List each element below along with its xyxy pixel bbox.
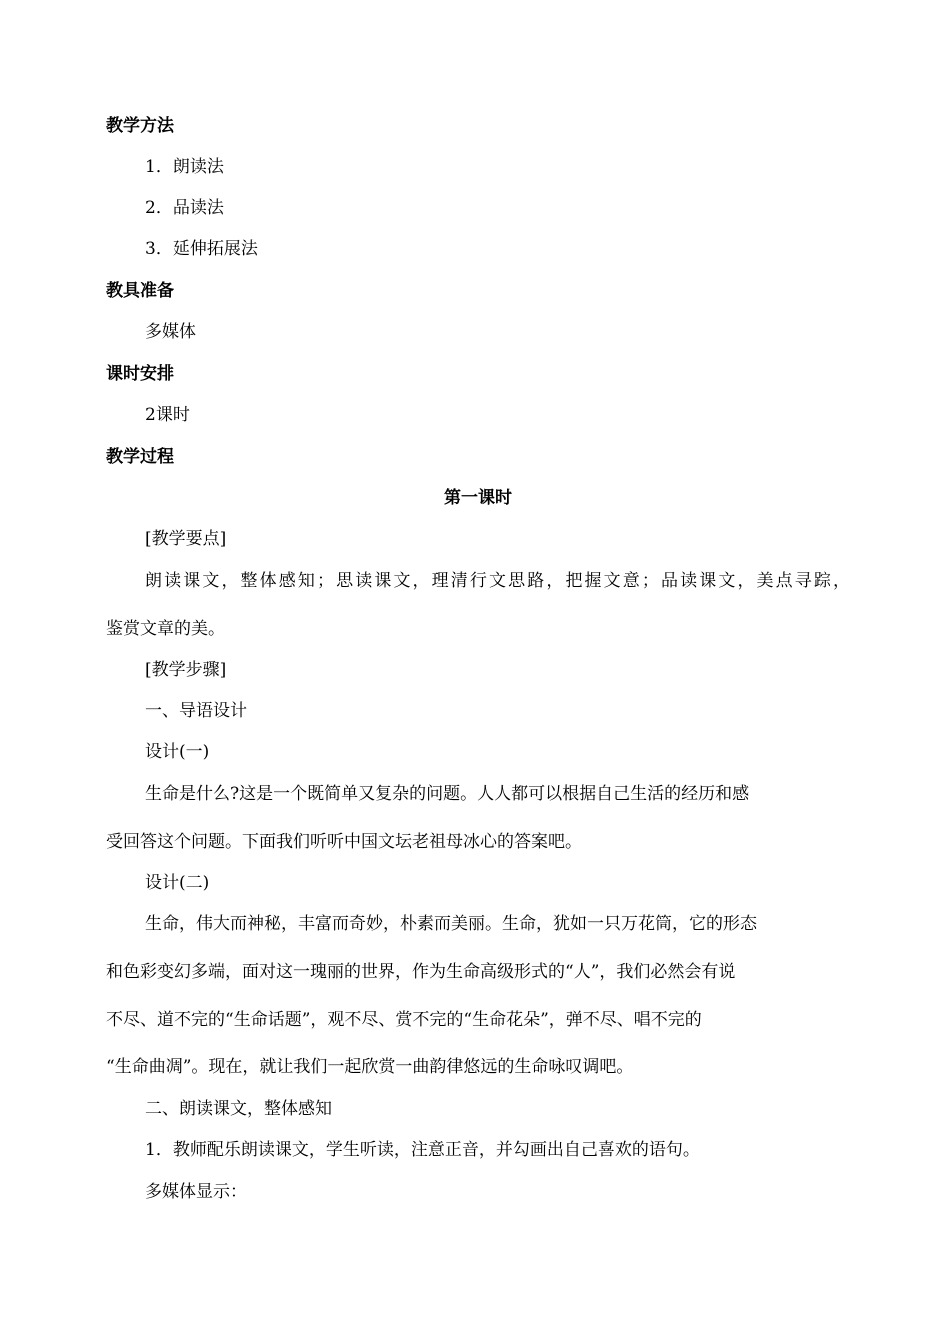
method-item-3: 3．延伸拓展法: [145, 239, 258, 259]
step2-media-label: 多媒体显示：: [145, 1182, 247, 1202]
step1-title: 一、导语设计: [145, 701, 247, 721]
section-heading-schedule: 课时安排: [106, 364, 174, 384]
method-item-2: 2．品读法: [145, 198, 224, 218]
design2-text-line-1: 生命，伟大而神秘，丰富而奇妙，朴素而美丽。生命，犹如一只万花筒，它的形态: [145, 914, 757, 934]
lesson-title: 第一课时: [444, 488, 512, 508]
steps-label: [教学步骤]: [145, 660, 227, 680]
schedule-text: 2课时: [145, 405, 190, 425]
section-heading-process: 教学过程: [106, 447, 174, 467]
section-heading-methods: 教学方法: [106, 116, 174, 136]
step2-item-1: 1．教师配乐朗读课文，学生听读，注意正音，并勾画出自己喜欢的语句。: [145, 1140, 700, 1160]
design1-text-line-1: 生命是什么?这是一个既简单又复杂的问题。人人都可以根据自己生活的经历和感: [145, 784, 750, 804]
design2-text-line-3: 不尽、道不完的“生命话题”，观不尽、赏不完的“生命花朵”，弹不尽、唱不完的: [106, 1010, 702, 1030]
design2-text-line-2: 和色彩变幻多端，面对这一瑰丽的世界，作为生命高级形式的“人”，我们必然会有说: [106, 962, 736, 982]
design2-text-line-4: “生命曲凋”。现在，就让我们一起欣赏一曲韵律悠远的生命咏叹调吧。: [106, 1057, 634, 1077]
design1-text-line-2: 受回答这个问题。下面我们听听中国文坛老祖母冰心的答案吧。: [106, 832, 582, 852]
tools-text: 多媒体: [145, 322, 196, 342]
key-points-label: [教学要点]: [145, 529, 227, 549]
design1-label: 设计(一): [145, 742, 210, 762]
key-points-text-line-2: 鉴赏文章的美。: [106, 619, 225, 639]
method-item-1: 1．朗读法: [145, 157, 224, 177]
step2-title: 二、朗读课文，整体感知: [145, 1099, 332, 1119]
key-points-text-line-1: 朗读课文，整体感知；思读课文，理清行文思路，把握文意；品读课文，美点寻踪，: [145, 571, 850, 591]
design2-label: 设计(二): [145, 873, 210, 893]
section-heading-tools: 教具准备: [106, 281, 174, 301]
